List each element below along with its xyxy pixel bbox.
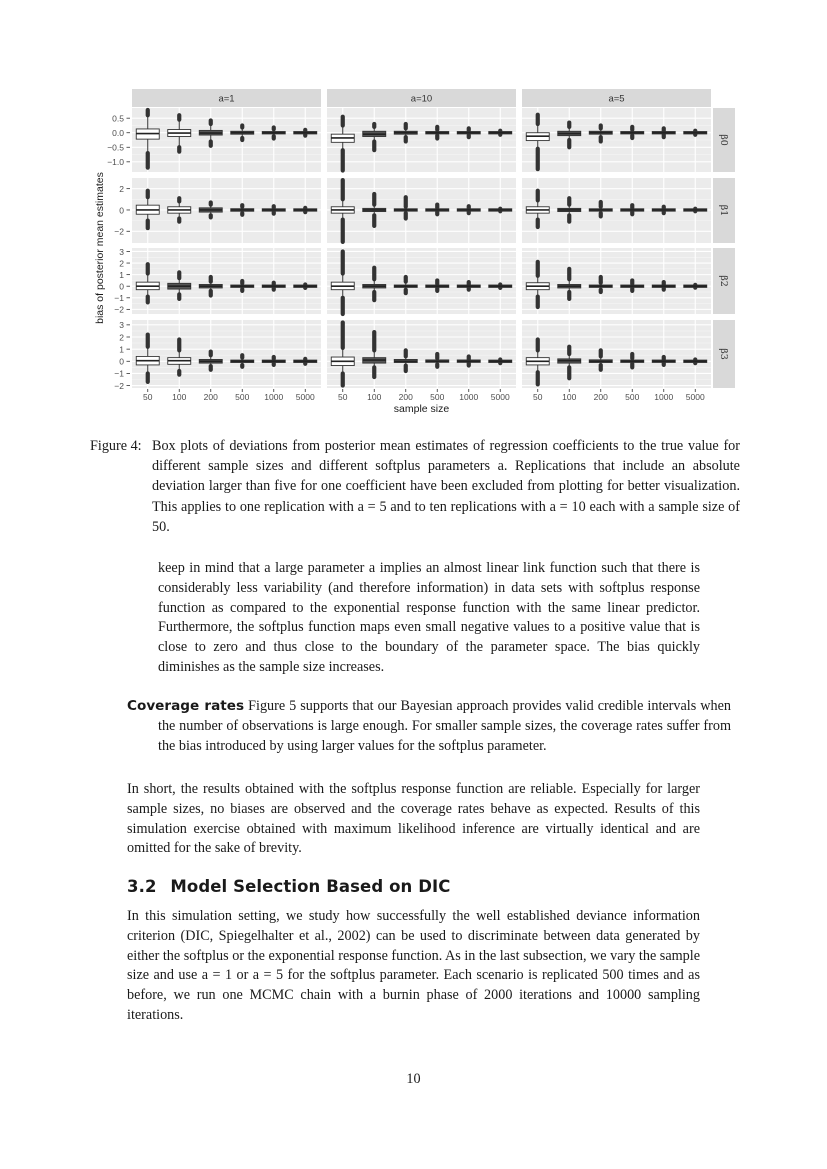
box-5000 [684,359,707,363]
box-5000 [684,285,707,288]
figure-4-boxplots [0,0,827,430]
y-tick-label: −2 [114,380,124,391]
x-tick-label: 50 [143,392,153,402]
section-heading [127,877,450,896]
x-tick-label: 1000 [459,392,479,402]
y-tick-label: 0.5 [112,113,124,124]
paragraph-coverage-rates [127,697,731,756]
box-5000 [489,284,512,287]
facet-panel [327,178,516,243]
section-number: 3.2 [127,877,157,896]
y-tick-label: 2 [119,258,124,269]
facet-panel [132,248,321,314]
row-facet-label: β3 [718,348,729,360]
box-5000 [684,209,707,212]
y-tick-label: 3 [119,246,124,257]
x-tick-label: 500 [625,392,640,402]
caption-text: Box plots of deviations from posterior mean estimates of regression coefficients to the true value for different sample sizes and different softplus parameters a. Replications that include an absolute deviation larger than five for one coefficient have been excluded from plotting for better visualization. This applies to one replication with a = 5 and to ten replications with a = 10 each with a sample size of 50. [152,438,740,535]
y-tick-label: 3 [119,320,124,331]
facet-panel [522,248,711,314]
row-facet-label: β0 [718,134,729,146]
facet-panel [522,320,711,388]
x-tick-label: 1000 [654,392,674,402]
y-axis-title: bias of posterior mean estimates [94,172,106,324]
facet-panel [327,320,516,388]
x-tick-label: 500 [235,392,250,402]
paragraph-bias-explanation: keep in mind that a large parameter a implies an almost linear link function such that there is considerably less variability (and therefore information) in data sets with softplus response function as compared to the exponential response function with the same linear predictor. Furthermore, the softplus function maps even small negative values to a positive value that is close to zero and thus close to the boundary of the parameter space. The bias quickly diminishes as the sample size increases. [158,560,700,675]
facet-panel [327,248,516,314]
x-axis-title: sample size [393,403,450,415]
facet-panel [522,178,711,243]
y-tick-label: −2 [114,304,124,315]
y-tick-label: 0 [119,281,124,292]
y-tick-label: 0.0 [112,128,124,139]
faceted-boxplot-chart [0,0,827,430]
box-5000 [294,284,317,287]
x-tick-label: 100 [562,392,577,402]
facet-panel [132,320,321,388]
facet-panel [327,108,516,172]
box-5000 [489,359,512,363]
facet-panel [522,108,711,172]
y-tick-label: 2 [119,183,124,194]
x-tick-label: 5000 [685,392,705,402]
x-tick-label: 1000 [264,392,284,402]
x-tick-label: 5000 [490,392,510,402]
y-tick-label: −2 [114,226,124,237]
section-title: Model Selection Based on DIC [170,877,451,896]
facet-label: a=5 [608,93,625,105]
x-tick-label: 100 [172,392,187,402]
figure-caption [90,436,740,537]
caption-label: Figure 4: [90,438,142,454]
paragraph-dic-simulation: In this simulation setting, we study how successfully the well established deviance information criterion (DIC, Spiegelhalter et al., 2002) can be used to discriminate between data generated by either the softplus or the exponential response function. As in the last subsection, we vary the sample size and use a = 1 or a = 5 for the softplus parameter. Each scenario is replicated 500 times and as before, we run one MCMC chain with a burnin phase of 2000 iterations and 10000 sampling iterations. [127,908,700,1023]
x-tick-label: 500 [430,392,445,402]
facet-panel [132,108,321,172]
page-number: 10 [406,1071,421,1087]
x-tick-label: 100 [367,392,382,402]
y-tick-label: −1 [114,293,124,304]
facet-panel [132,178,321,243]
row-facet-label: β1 [718,204,729,217]
box-5000 [489,209,512,212]
row-facet-label: β2 [718,275,729,287]
y-tick-label: 0 [119,205,124,216]
paragraph-summary: In short, the results obtained with the softplus response function are reliable. Especially for larger sample sizes, no biases are observed and the coverage rates behave as expected. Results of this simulation exercise obtained with maximum likelihood inference are virtually identical and are omitted for the sake of brevity. [127,781,700,857]
box-5000 [489,131,512,135]
x-tick-label: 50 [533,392,543,402]
x-tick-label: 200 [398,392,413,402]
facet-label: a=10 [410,93,433,105]
y-tick-label: −1 [114,368,124,379]
box-5000 [294,208,317,212]
x-tick-label: 50 [338,392,348,402]
box-5000 [684,131,707,135]
y-tick-label: −0.5 [107,142,124,153]
x-tick-label: 200 [203,392,218,402]
y-tick-label: 1 [119,269,124,280]
coverage-rates-heading: Coverage rates [127,698,245,714]
coverage-rates-text: Figure 5 supports that our Bayesian approach provides valid credible intervals when the number of observations is large enough. For smaller sample sizes, the coverage rates suffer from the bias introduced by using larger values for the softplus parameter. [158,698,731,754]
y-tick-label: 0 [119,356,124,367]
x-tick-label: 200 [593,392,608,402]
y-tick-label: 1 [119,344,124,355]
y-tick-label: 2 [119,332,124,343]
facet-label: a=1 [218,93,235,105]
x-tick-label: 5000 [295,392,315,402]
y-tick-label: −1.0 [107,157,124,168]
